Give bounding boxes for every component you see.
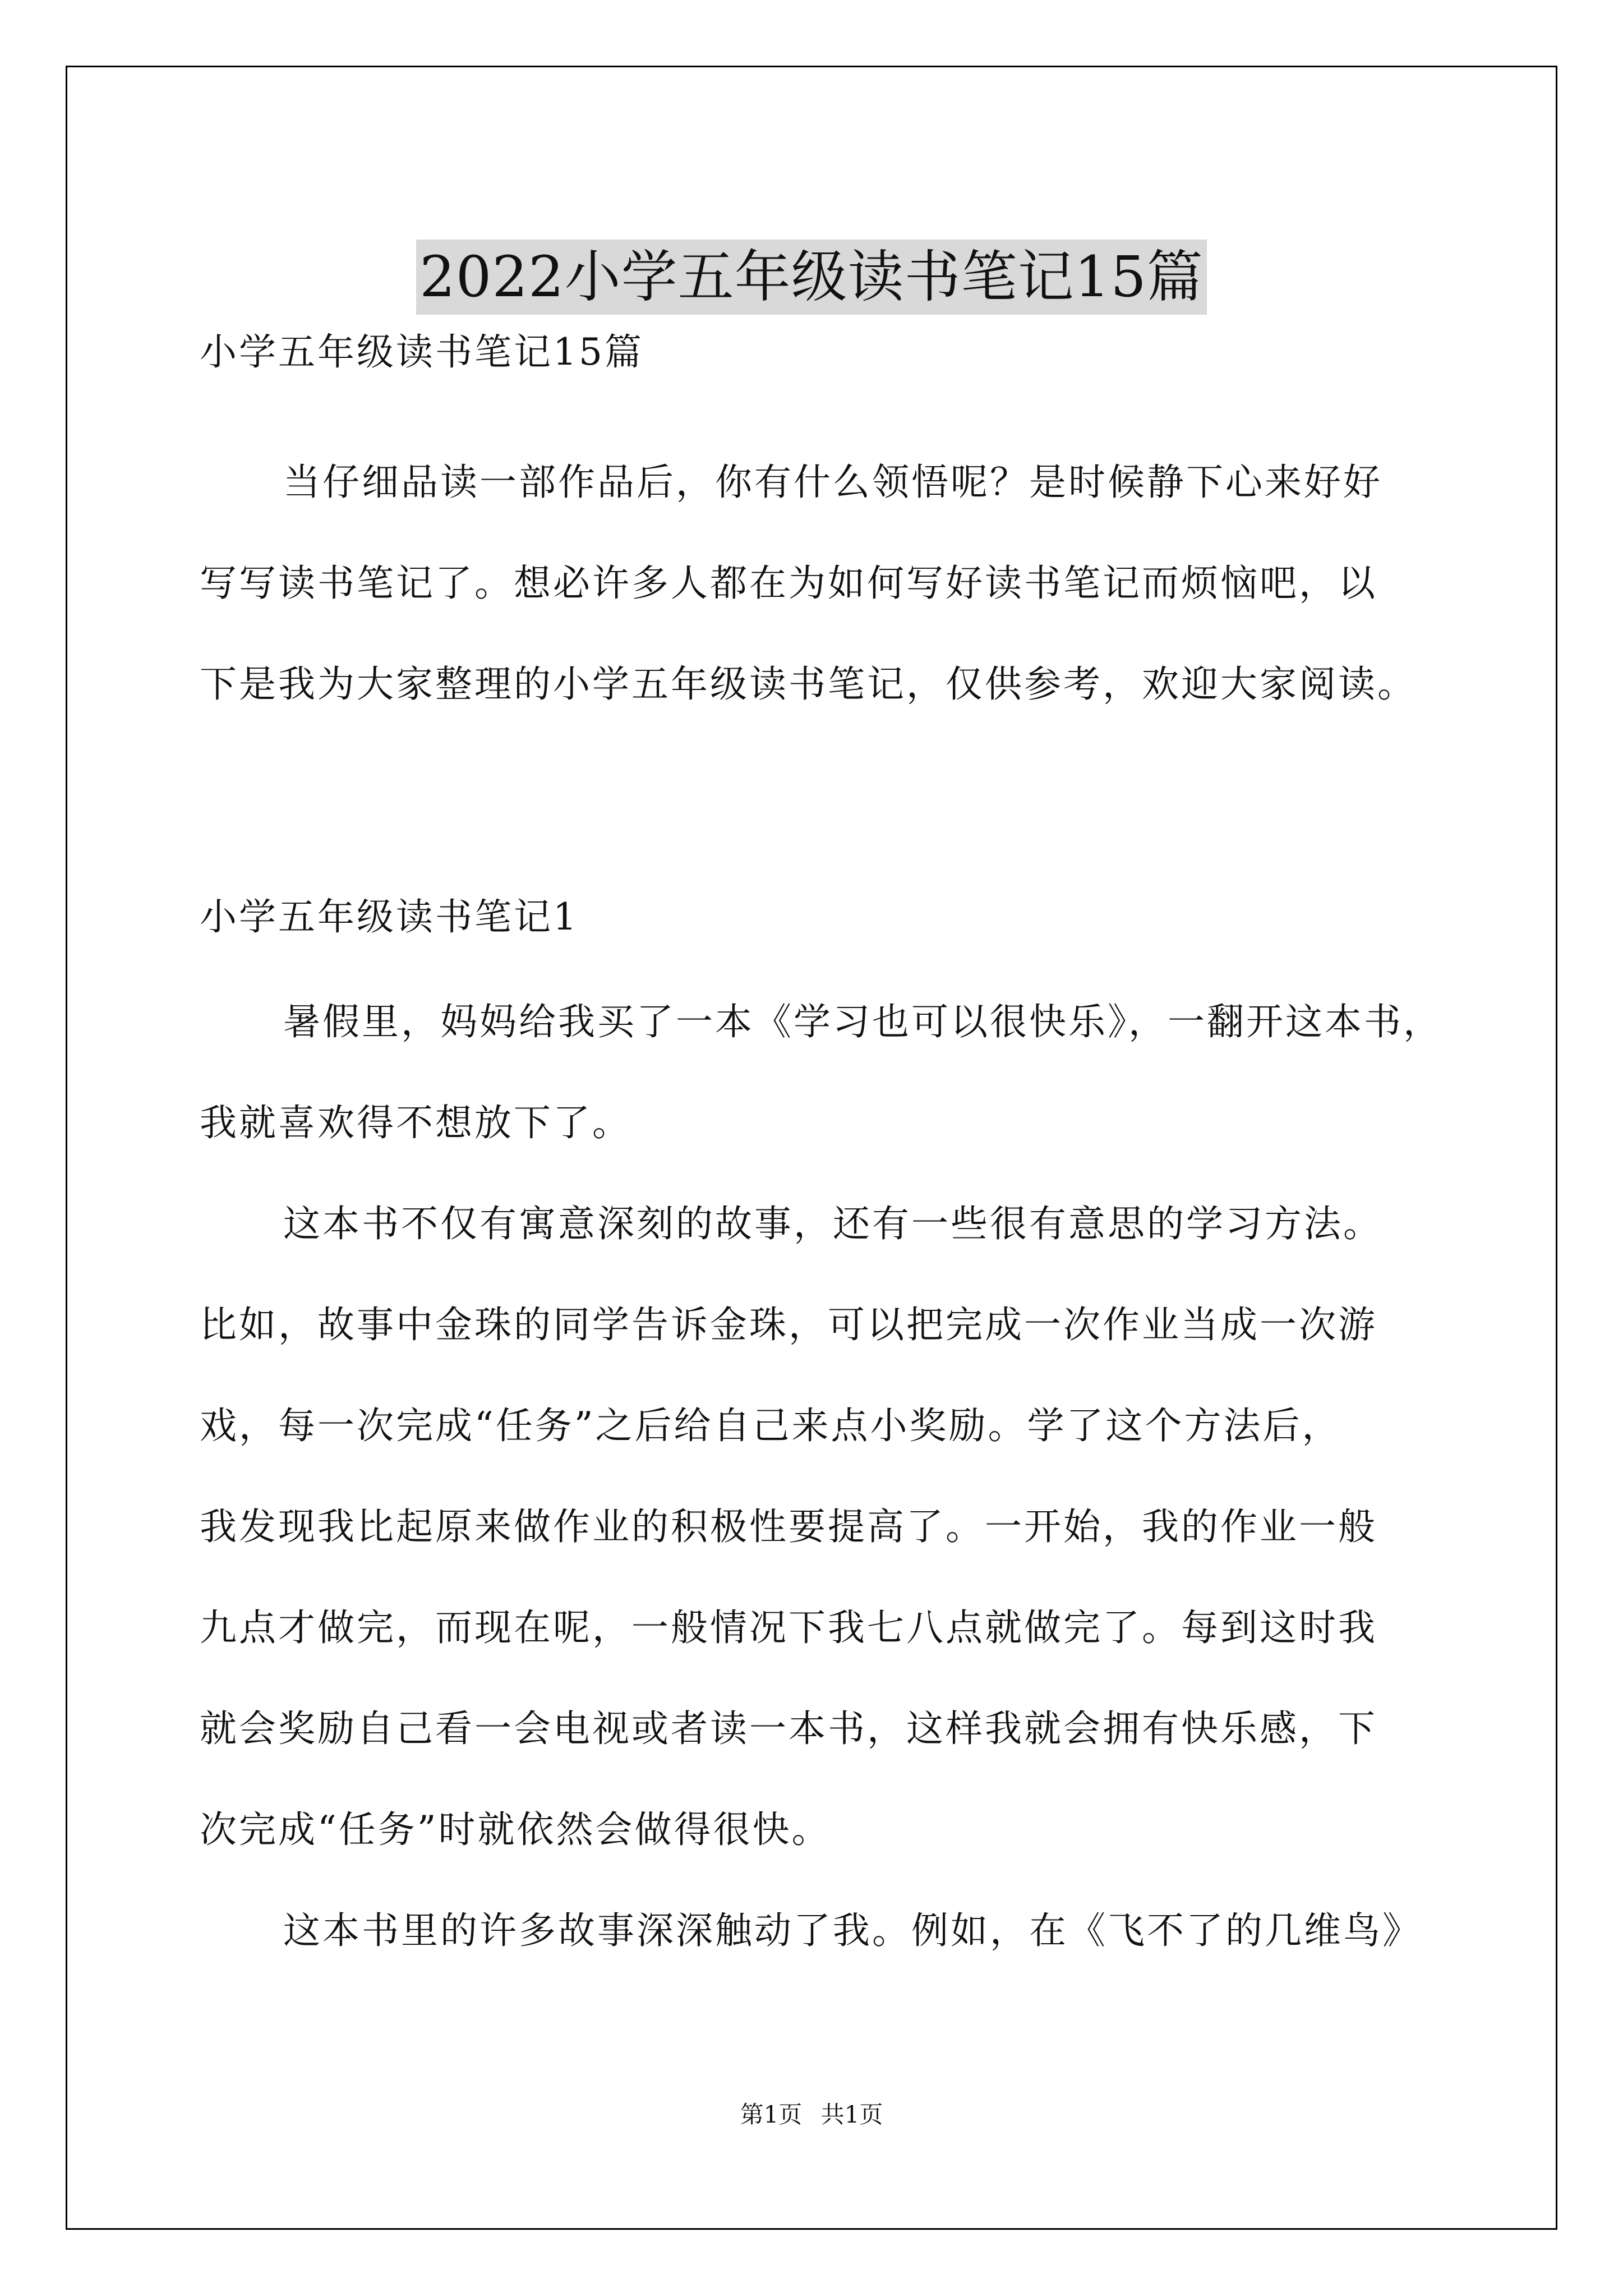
section-heading: 小学五年级读书笔记1 — [200, 895, 579, 938]
paragraph-line: 我就喜欢得不想放下了。 — [200, 1101, 631, 1144]
paragraph-line: 比如，故事中金珠的同学告诉金珠，可以把完成一次作业当成一次游 — [200, 1303, 1377, 1346]
paragraph-line: 次完成“任务”时就依然会做得很快。 — [200, 1808, 831, 1851]
page-total: 共1页 — [820, 2101, 883, 2128]
paragraph-line: 我发现我比起原来做作业的积极性要提高了。一开始，我的作业一般 — [200, 1505, 1377, 1548]
paragraph-line: 九点才做完，而现在呢，一般情况下我七八点就做完了。每到这时我 — [200, 1606, 1377, 1649]
document-title: 2022小学五年级读书笔记15篇 — [416, 240, 1207, 315]
paragraph-line: 就会奖励自己看一会电视或者读一本书，这样我就会拥有快乐感，下 — [200, 1707, 1377, 1750]
page-number: 第1页 — [740, 2101, 803, 2128]
subtitle-line: 小学五年级读书笔记15篇 — [200, 330, 644, 374]
paragraph-line: 戏，每一次完成“任务”之后给自己来点小奖励。学了这个方法后， — [200, 1404, 1341, 1447]
paragraph-line: 这本书不仅有寓意深刻的故事，还有一些很有意思的学习方法。 — [283, 1202, 1382, 1245]
paragraph-line: 当仔细品读一部作品后，你有什么领悟呢？是时候静下心来好好 — [283, 461, 1382, 504]
page-border — [66, 66, 1557, 2230]
paragraph-line: 这本书里的许多故事深深触动了我。例如，在《飞不了的几维鸟》 — [283, 1909, 1422, 1952]
page-footer — [0, 2099, 1623, 2131]
paragraph-line: 暑假里，妈妈给我买了一本《学习也可以很快乐》，一翻开这本书， — [283, 1000, 1442, 1043]
paragraph-line: 写写读书笔记了。想必许多人都在为如何写好读书笔记而烦恼吧，以 — [200, 562, 1377, 605]
paragraph-line: 下是我为大家整理的小学五年级读书笔记，仅供参考，欢迎大家阅读。 — [200, 662, 1417, 706]
